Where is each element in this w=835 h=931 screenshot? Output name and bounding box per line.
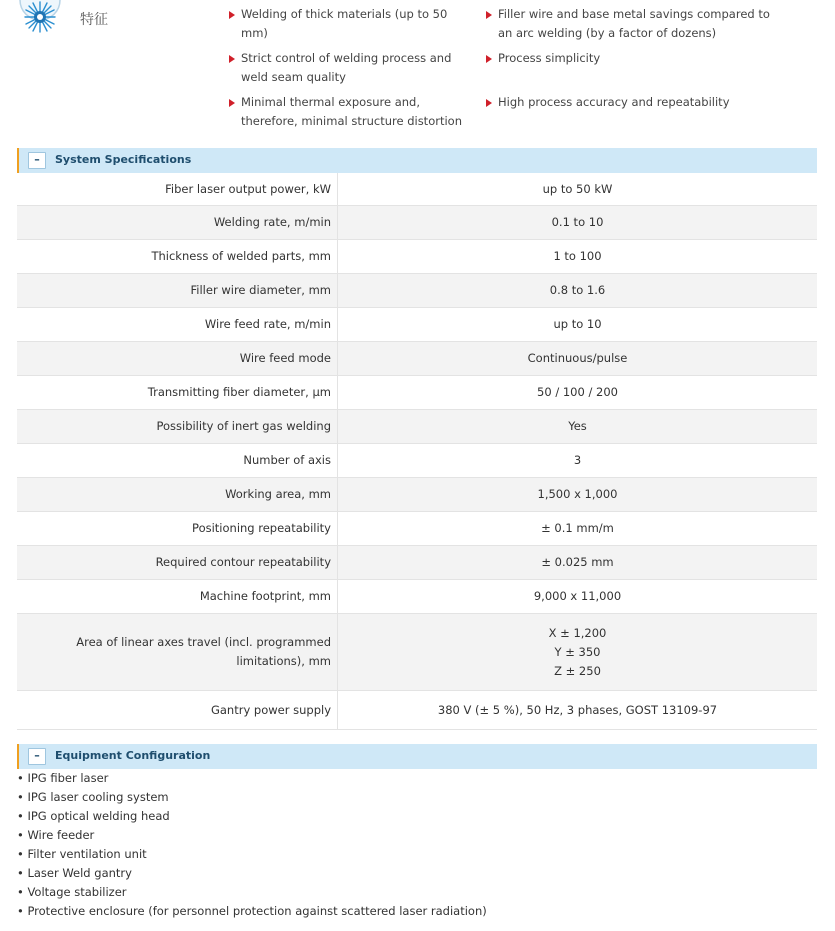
spec-label-text: Required contour repeatability bbox=[155, 555, 331, 569]
spec-value bbox=[338, 512, 817, 545]
red-arrow-icon bbox=[229, 99, 235, 107]
feature-item: Filler wire and base metal savings compared to an arc welding (by a factor of dozens) bbox=[486, 5, 776, 43]
list-item: • Voltage stabilizer bbox=[17, 885, 127, 899]
features-title: 特征 bbox=[80, 12, 108, 28]
spec-row bbox=[17, 614, 817, 691]
spec-label-text: Area of linear axes travel (incl. programmed limitations), mm bbox=[76, 635, 331, 668]
spec-row bbox=[17, 580, 817, 614]
spec-value-line: 380 V (± 5 %), 50 Hz, 3 phases, GOST 13109-97 bbox=[437, 702, 718, 717]
equipment-config-header[interactable] bbox=[17, 744, 817, 769]
spec-value-line: up to 50 kW bbox=[542, 181, 613, 196]
spec-row bbox=[17, 444, 817, 478]
feature-item: Welding of thick materials (up to 50 mm) bbox=[229, 5, 469, 43]
spec-label-text: Machine footprint, mm bbox=[199, 589, 331, 603]
spec-value-line: Continuous/pulse bbox=[527, 351, 628, 365]
system-specs-title: System Specifications bbox=[55, 153, 192, 166]
spec-label bbox=[17, 580, 338, 613]
spec-label bbox=[17, 444, 338, 477]
spec-label-text: Fiber laser output power, kW bbox=[165, 181, 331, 196]
spec-value bbox=[338, 580, 817, 613]
spec-value bbox=[338, 240, 817, 273]
spec-label bbox=[17, 478, 338, 511]
red-arrow-icon bbox=[486, 55, 492, 63]
list-item: • IPG laser cooling system bbox=[17, 790, 169, 804]
spec-value-line: Y ± 350 bbox=[554, 644, 601, 659]
spec-label bbox=[17, 512, 338, 545]
spec-value bbox=[338, 342, 817, 375]
spec-label bbox=[17, 274, 338, 307]
spec-label-text: Thickness of welded parts, mm bbox=[151, 249, 331, 263]
spec-label bbox=[17, 691, 338, 729]
spec-label-text: Number of axis bbox=[243, 453, 331, 467]
spec-value bbox=[338, 173, 817, 205]
collapse-toggle-button[interactable]: – bbox=[28, 748, 46, 765]
spec-label bbox=[17, 342, 338, 375]
spec-value-line: X ± 1,200 bbox=[548, 625, 607, 640]
spec-row bbox=[17, 342, 817, 376]
spec-value-line: Yes bbox=[568, 419, 587, 433]
spec-value bbox=[338, 274, 817, 307]
spec-value-line: 50 / 100 / 200 bbox=[537, 385, 618, 399]
feature-item: Minimal thermal exposure and, therefore, minimal structure distortion bbox=[229, 93, 469, 131]
spec-value-line: 1 to 100 bbox=[553, 249, 602, 263]
spec-value-line: 3 bbox=[573, 453, 582, 467]
spec-row bbox=[17, 478, 817, 512]
list-item: • Filter ventilation unit bbox=[17, 847, 147, 861]
laser-burst-icon bbox=[18, 0, 62, 42]
spec-value-line: up to 10 bbox=[553, 317, 602, 331]
list-item: • Laser Weld gantry bbox=[17, 866, 132, 880]
spec-value-line: 9,000 x 11,000 bbox=[533, 589, 622, 603]
spec-value bbox=[338, 614, 817, 690]
spec-value-line: ± 0.1 mm/m bbox=[541, 521, 614, 535]
spec-label bbox=[17, 173, 338, 205]
red-arrow-icon bbox=[229, 55, 235, 63]
spec-label bbox=[17, 376, 338, 409]
spec-label-text: Working area, mm bbox=[225, 487, 331, 501]
spec-value bbox=[338, 206, 817, 239]
spec-value-line: 0.8 to 1.6 bbox=[549, 283, 606, 297]
spec-label-text: Transmitting fiber diameter, μm bbox=[147, 385, 331, 399]
spec-label-text: Wire feed mode bbox=[239, 351, 331, 365]
spec-value bbox=[338, 478, 817, 511]
spec-label-text: Positioning repeatability bbox=[192, 521, 331, 535]
list-item: • IPG fiber laser bbox=[17, 771, 109, 785]
spec-label-text: Welding rate, m/min bbox=[213, 215, 331, 229]
spec-value bbox=[338, 376, 817, 409]
spec-label bbox=[17, 546, 338, 579]
feature-item: Strict control of welding process and weld seam quality bbox=[229, 49, 469, 87]
spec-value-line: 1,500 x 1,000 bbox=[537, 487, 618, 501]
spec-row bbox=[17, 546, 817, 580]
spec-row bbox=[17, 206, 817, 240]
spec-table bbox=[17, 173, 817, 730]
spec-value bbox=[338, 410, 817, 443]
spec-value bbox=[338, 691, 817, 729]
spec-label bbox=[17, 410, 338, 443]
spec-row bbox=[17, 376, 817, 410]
spec-value-line: ± 0.025 mm bbox=[541, 555, 614, 569]
list-item: • Protective enclosure (for personnel protection against scattered laser radiation) bbox=[17, 904, 487, 918]
features-section bbox=[0, 0, 835, 148]
spec-value-line: Z ± 250 bbox=[554, 663, 601, 678]
red-arrow-icon bbox=[229, 11, 235, 19]
spec-row bbox=[17, 512, 817, 546]
equipment-config-title: Equipment Configuration bbox=[55, 749, 211, 762]
spec-label-text: Wire feed rate, m/min bbox=[204, 317, 331, 331]
spec-value bbox=[338, 546, 817, 579]
spec-label bbox=[17, 308, 338, 341]
spec-value-line: 0.1 to 10 bbox=[551, 215, 604, 229]
spec-value bbox=[338, 444, 817, 477]
spec-row bbox=[17, 308, 817, 342]
spec-row bbox=[17, 410, 817, 444]
spec-row bbox=[17, 173, 817, 206]
feature-item: Process simplicity bbox=[486, 49, 776, 68]
spec-label-text: Filler wire diameter, mm bbox=[190, 283, 331, 297]
spec-row bbox=[17, 274, 817, 308]
system-specs-header[interactable] bbox=[17, 148, 817, 173]
spec-value bbox=[338, 308, 817, 341]
collapse-toggle-button[interactable]: – bbox=[28, 152, 46, 169]
spec-label bbox=[17, 614, 338, 690]
spec-row bbox=[17, 240, 817, 274]
list-item: • Wire feeder bbox=[17, 828, 95, 842]
spec-label-text: Possibility of inert gas welding bbox=[156, 419, 331, 433]
feature-item: High process accuracy and repeatability bbox=[486, 93, 776, 112]
red-arrow-icon bbox=[486, 11, 492, 19]
spec-label bbox=[17, 240, 338, 273]
list-item: • IPG optical welding head bbox=[17, 809, 170, 823]
spec-label-text: Gantry power supply bbox=[210, 702, 331, 717]
equipment-list bbox=[17, 769, 487, 921]
spec-row bbox=[17, 691, 817, 730]
spec-label bbox=[17, 206, 338, 239]
red-arrow-icon bbox=[486, 99, 492, 107]
